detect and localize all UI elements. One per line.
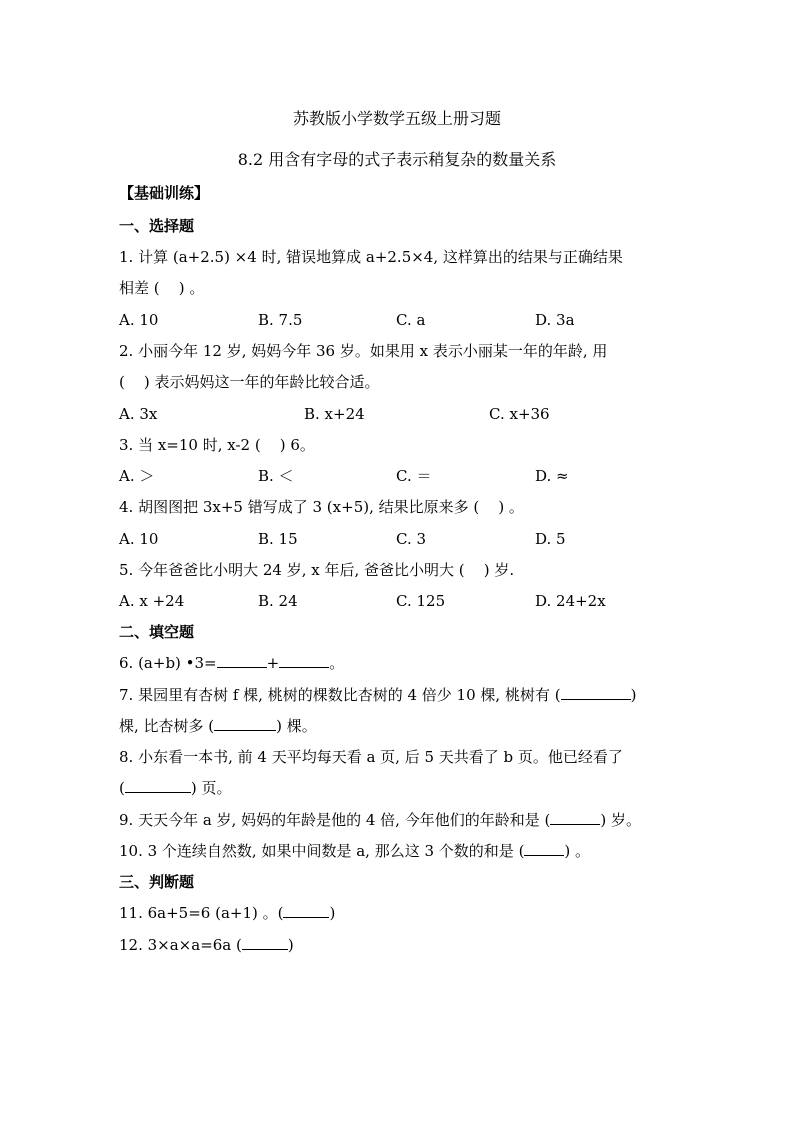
q1-option-d: D. 3a	[535, 311, 575, 329]
question-2-line-1: 2. 小丽今年 12 岁, 妈妈今年 36 岁。如果用 x 表示小丽某一年的年龄, 用	[119, 342, 608, 360]
question-4-line-1: 4. 胡图图把 3x+5 错写成了 3 (x+5), 结果比原来多 ( ) 。	[119, 498, 524, 516]
q10-answer-blank[interactable]	[524, 841, 564, 856]
q6-text-end: 。	[329, 654, 345, 672]
question-8-line-1: 8. 小东看一本书, 前 4 天平均每天看 a 页, 后 5 天共看了 b 页。他已经看了	[119, 748, 623, 766]
q4-option-d: D. 5	[535, 530, 566, 548]
question-10	[119, 841, 590, 861]
q6-text-start: 6. (a+b) •3=	[119, 654, 217, 672]
question-1-line-2: 相差 ( ) 。	[119, 279, 205, 297]
q11-text-end: )	[329, 904, 336, 922]
q4-option-a: A. 10	[119, 530, 159, 548]
q10-text-start: 10. 3 个连续自然数, 如果中间数是 a, 那么这 3 个数的和是 (	[119, 842, 525, 860]
q8-line2-start: (	[119, 779, 125, 797]
question-2-line-2: ( ) 表示妈妈这一年的年龄比较合适。	[119, 373, 380, 391]
q1-option-c: C. a	[396, 311, 426, 329]
question-1-line-1: 1. 计算 (a+2.5) ×4 时, 错误地算成 a+2.5×4, 这样算出的结果与正确结果	[119, 248, 623, 266]
question-7-line-2	[119, 716, 317, 736]
section-choice-heading: 一、选择题	[119, 217, 195, 235]
section-basic-training: 【基础训练】	[119, 184, 210, 202]
q6-answer-blank-2[interactable]	[279, 653, 329, 668]
page-subtitle: 8.2 用含有字母的式子表示稍复杂的数量关系	[237, 150, 557, 169]
question-11	[119, 903, 335, 923]
q3-option-d: D. ≈	[535, 467, 569, 485]
q8-line2-end: ) 页。	[190, 779, 232, 797]
section-fill-heading: 二、填空题	[119, 623, 195, 641]
q9-text-end: ) 岁。	[600, 811, 641, 829]
q5-option-c: C. 125	[396, 592, 446, 610]
q11-answer-blank[interactable]	[283, 903, 329, 918]
q3-option-b: B. ＜	[258, 467, 294, 485]
q11-text-start: 11. 6a+5=6 (a+1) 。(	[119, 904, 284, 922]
question-8-line-2	[119, 778, 231, 798]
q6-answer-blank-1[interactable]	[217, 653, 267, 668]
q8-answer-blank[interactable]	[125, 778, 191, 793]
q12-text-end: )	[287, 936, 294, 954]
q1-option-b: B. 7.5	[258, 311, 303, 329]
q7-answer-blank-2[interactable]	[214, 716, 276, 731]
q5-option-a: A. x +24	[119, 592, 185, 610]
q5-option-b: B. 24	[258, 592, 298, 610]
question-3-line-1: 3. 当 x=10 时, x-2 ( ) 6。	[119, 436, 315, 454]
q7-text-end: )	[630, 686, 637, 704]
question-12	[119, 935, 294, 955]
question-5-line-1: 5. 今年爸爸比小明大 24 岁, x 年后, 爸爸比小明大 ( ) 岁.	[119, 561, 515, 579]
q3-option-c: C. ＝	[396, 467, 432, 485]
q7-text-start: 7. 果园里有杏树 f 棵, 桃树的棵数比杏树的 4 倍少 10 棵, 桃树有 (	[119, 686, 561, 704]
question-9	[119, 810, 641, 830]
q2-option-a: A. 3x	[119, 405, 158, 423]
q7-answer-blank-1[interactable]	[561, 685, 631, 700]
page-title: 苏教版小学数学五级上册习题	[292, 109, 501, 128]
q7-line2-end: ) 棵。	[276, 717, 317, 735]
q4-option-c: C. 3	[396, 530, 427, 548]
q12-text-start: 12. 3×a×a=6a (	[119, 936, 242, 954]
question-6	[119, 653, 344, 673]
q9-answer-blank[interactable]	[550, 810, 600, 825]
q12-answer-blank[interactable]	[242, 935, 288, 950]
q6-plus: +	[266, 654, 280, 672]
q5-option-d: D. 24+2x	[535, 592, 606, 610]
q2-option-b: B. x+24	[304, 405, 365, 423]
section-judge-heading: 三、判断题	[119, 873, 195, 891]
q3-option-a: A. ＞	[119, 467, 155, 485]
q2-option-c: C. x+36	[489, 405, 550, 423]
q1-option-a: A. 10	[119, 311, 159, 329]
q7-line2-start: 棵, 比杏树多 (	[119, 717, 215, 735]
question-7-line-1	[119, 685, 636, 705]
q10-text-end: ) 。	[564, 842, 591, 860]
q4-option-b: B. 15	[258, 530, 298, 548]
q9-text-start: 9. 天天今年 a 岁, 妈妈的年龄是他的 4 倍, 今年他们的年龄和是 (	[119, 811, 551, 829]
